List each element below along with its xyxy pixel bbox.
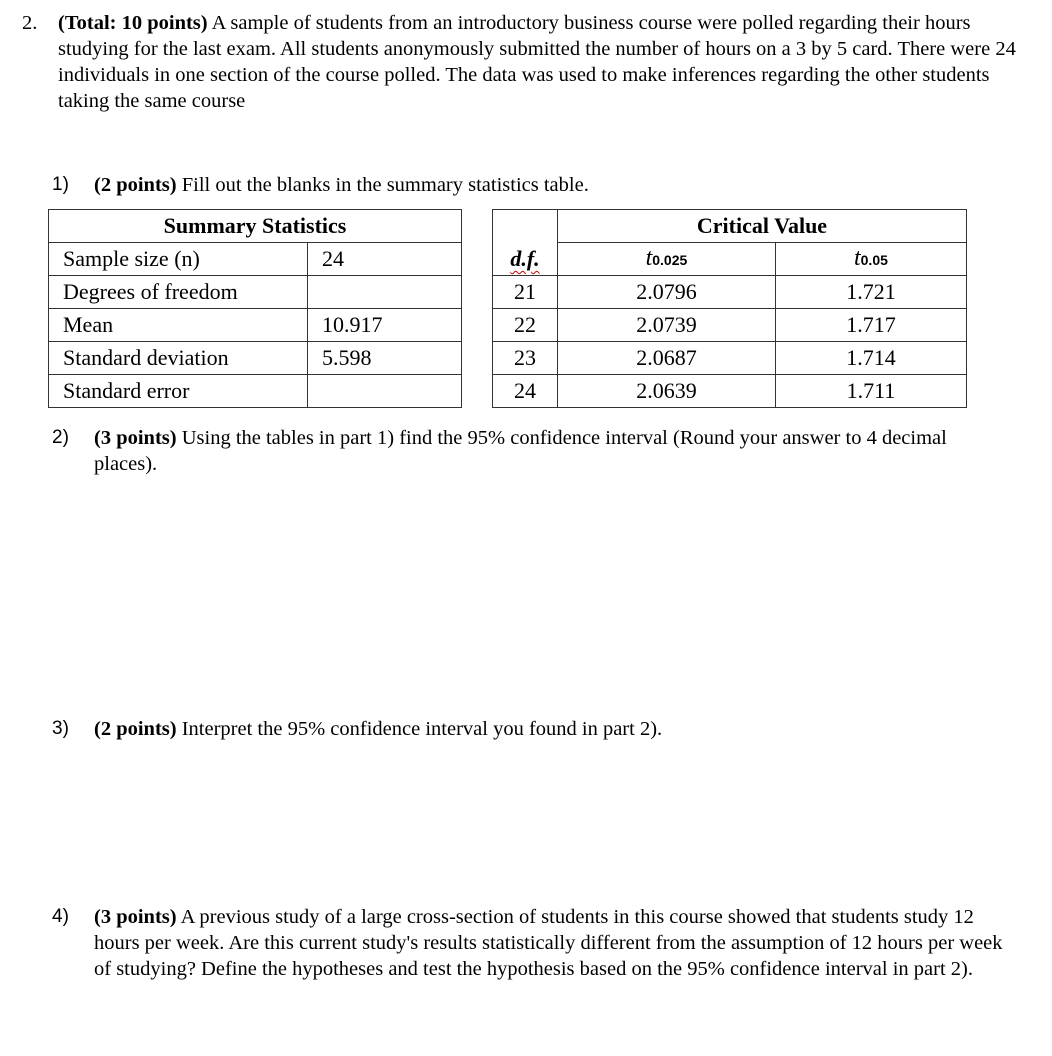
table-row: [493, 375, 967, 408]
df-header: d.f.: [510, 245, 540, 271]
t025-cell: 2.0639: [558, 375, 776, 408]
part-number: 3): [52, 718, 69, 739]
row-label: Sample size (n): [49, 243, 308, 276]
summary-statistics-table: [48, 209, 462, 408]
part-text: Fill out the blanks in the summary statistics table.: [181, 174, 589, 196]
t025-cell: 2.0796: [558, 276, 776, 309]
part-text: Interpret the 95% confidence interval you found in part 2).: [181, 718, 663, 740]
part-points: (3 points): [94, 427, 177, 449]
table-row: [493, 309, 967, 342]
part-text: A previous study of a large cross-section of students in this course showed that students study 12 hours per week. Are this current study's results statistically different from the assumption of 12 hours per week of studying? Define the hypotheses and test the hypothesis based on the 95% confidence interval in part 2).: [94, 906, 1003, 980]
part-text: Using the tables in part 1) find the 95% confidence interval (Round your answer to 4 decimal places).: [94, 427, 947, 475]
part-number: 2): [52, 427, 69, 448]
t025-cell: 2.0739: [558, 309, 776, 342]
row-value: 10.917: [308, 309, 462, 342]
table-title: Summary Statistics: [49, 210, 462, 243]
row-value: [308, 276, 462, 309]
t05-header: t0.05: [775, 243, 966, 276]
table-row: [49, 243, 462, 276]
question-text: A sample of students from an introductory business course were polled regarding their hours studying for the last exam. All students anonymously submitted the number of hours on a 3 by 5 card. There were 24 individuals in one section of the course polled. The data was used to make inferences regarding the other students taking the same course: [58, 12, 1016, 112]
t05-cell: 1.717: [775, 309, 966, 342]
row-value: 24: [308, 243, 462, 276]
critical-value-table: [492, 209, 967, 408]
t05-cell: 1.721: [775, 276, 966, 309]
table-title: Critical Value: [558, 210, 967, 243]
row-value: 5.598: [308, 342, 462, 375]
table-row: [49, 375, 462, 408]
part-number: 4): [52, 906, 69, 927]
part-points: (3 points): [94, 906, 177, 928]
table-row: [493, 342, 967, 375]
df-cell: 24: [493, 375, 558, 408]
t05-cell: 1.714: [775, 342, 966, 375]
table-row: [49, 276, 462, 309]
question-number: 2.: [22, 12, 38, 34]
row-label: Degrees of freedom: [49, 276, 308, 309]
row-label: Standard error: [49, 375, 308, 408]
part-number: 1): [52, 174, 69, 195]
table-row: [493, 276, 967, 309]
t05-cell: 1.711: [775, 375, 966, 408]
df-cell: 23: [493, 342, 558, 375]
table-row: [49, 309, 462, 342]
df-cell: 22: [493, 309, 558, 342]
t025-header: t0.025: [558, 243, 776, 276]
part-points: (2 points): [94, 174, 177, 196]
question-text-block: [58, 10, 1028, 114]
row-label: Mean: [49, 309, 308, 342]
table-row: [49, 342, 462, 375]
df-cell: 21: [493, 276, 558, 309]
t025-cell: 2.0687: [558, 342, 776, 375]
part-points: (2 points): [94, 718, 177, 740]
row-label: Standard deviation: [49, 342, 308, 375]
row-value: [308, 375, 462, 408]
question-points: (Total: 10 points): [58, 12, 208, 34]
